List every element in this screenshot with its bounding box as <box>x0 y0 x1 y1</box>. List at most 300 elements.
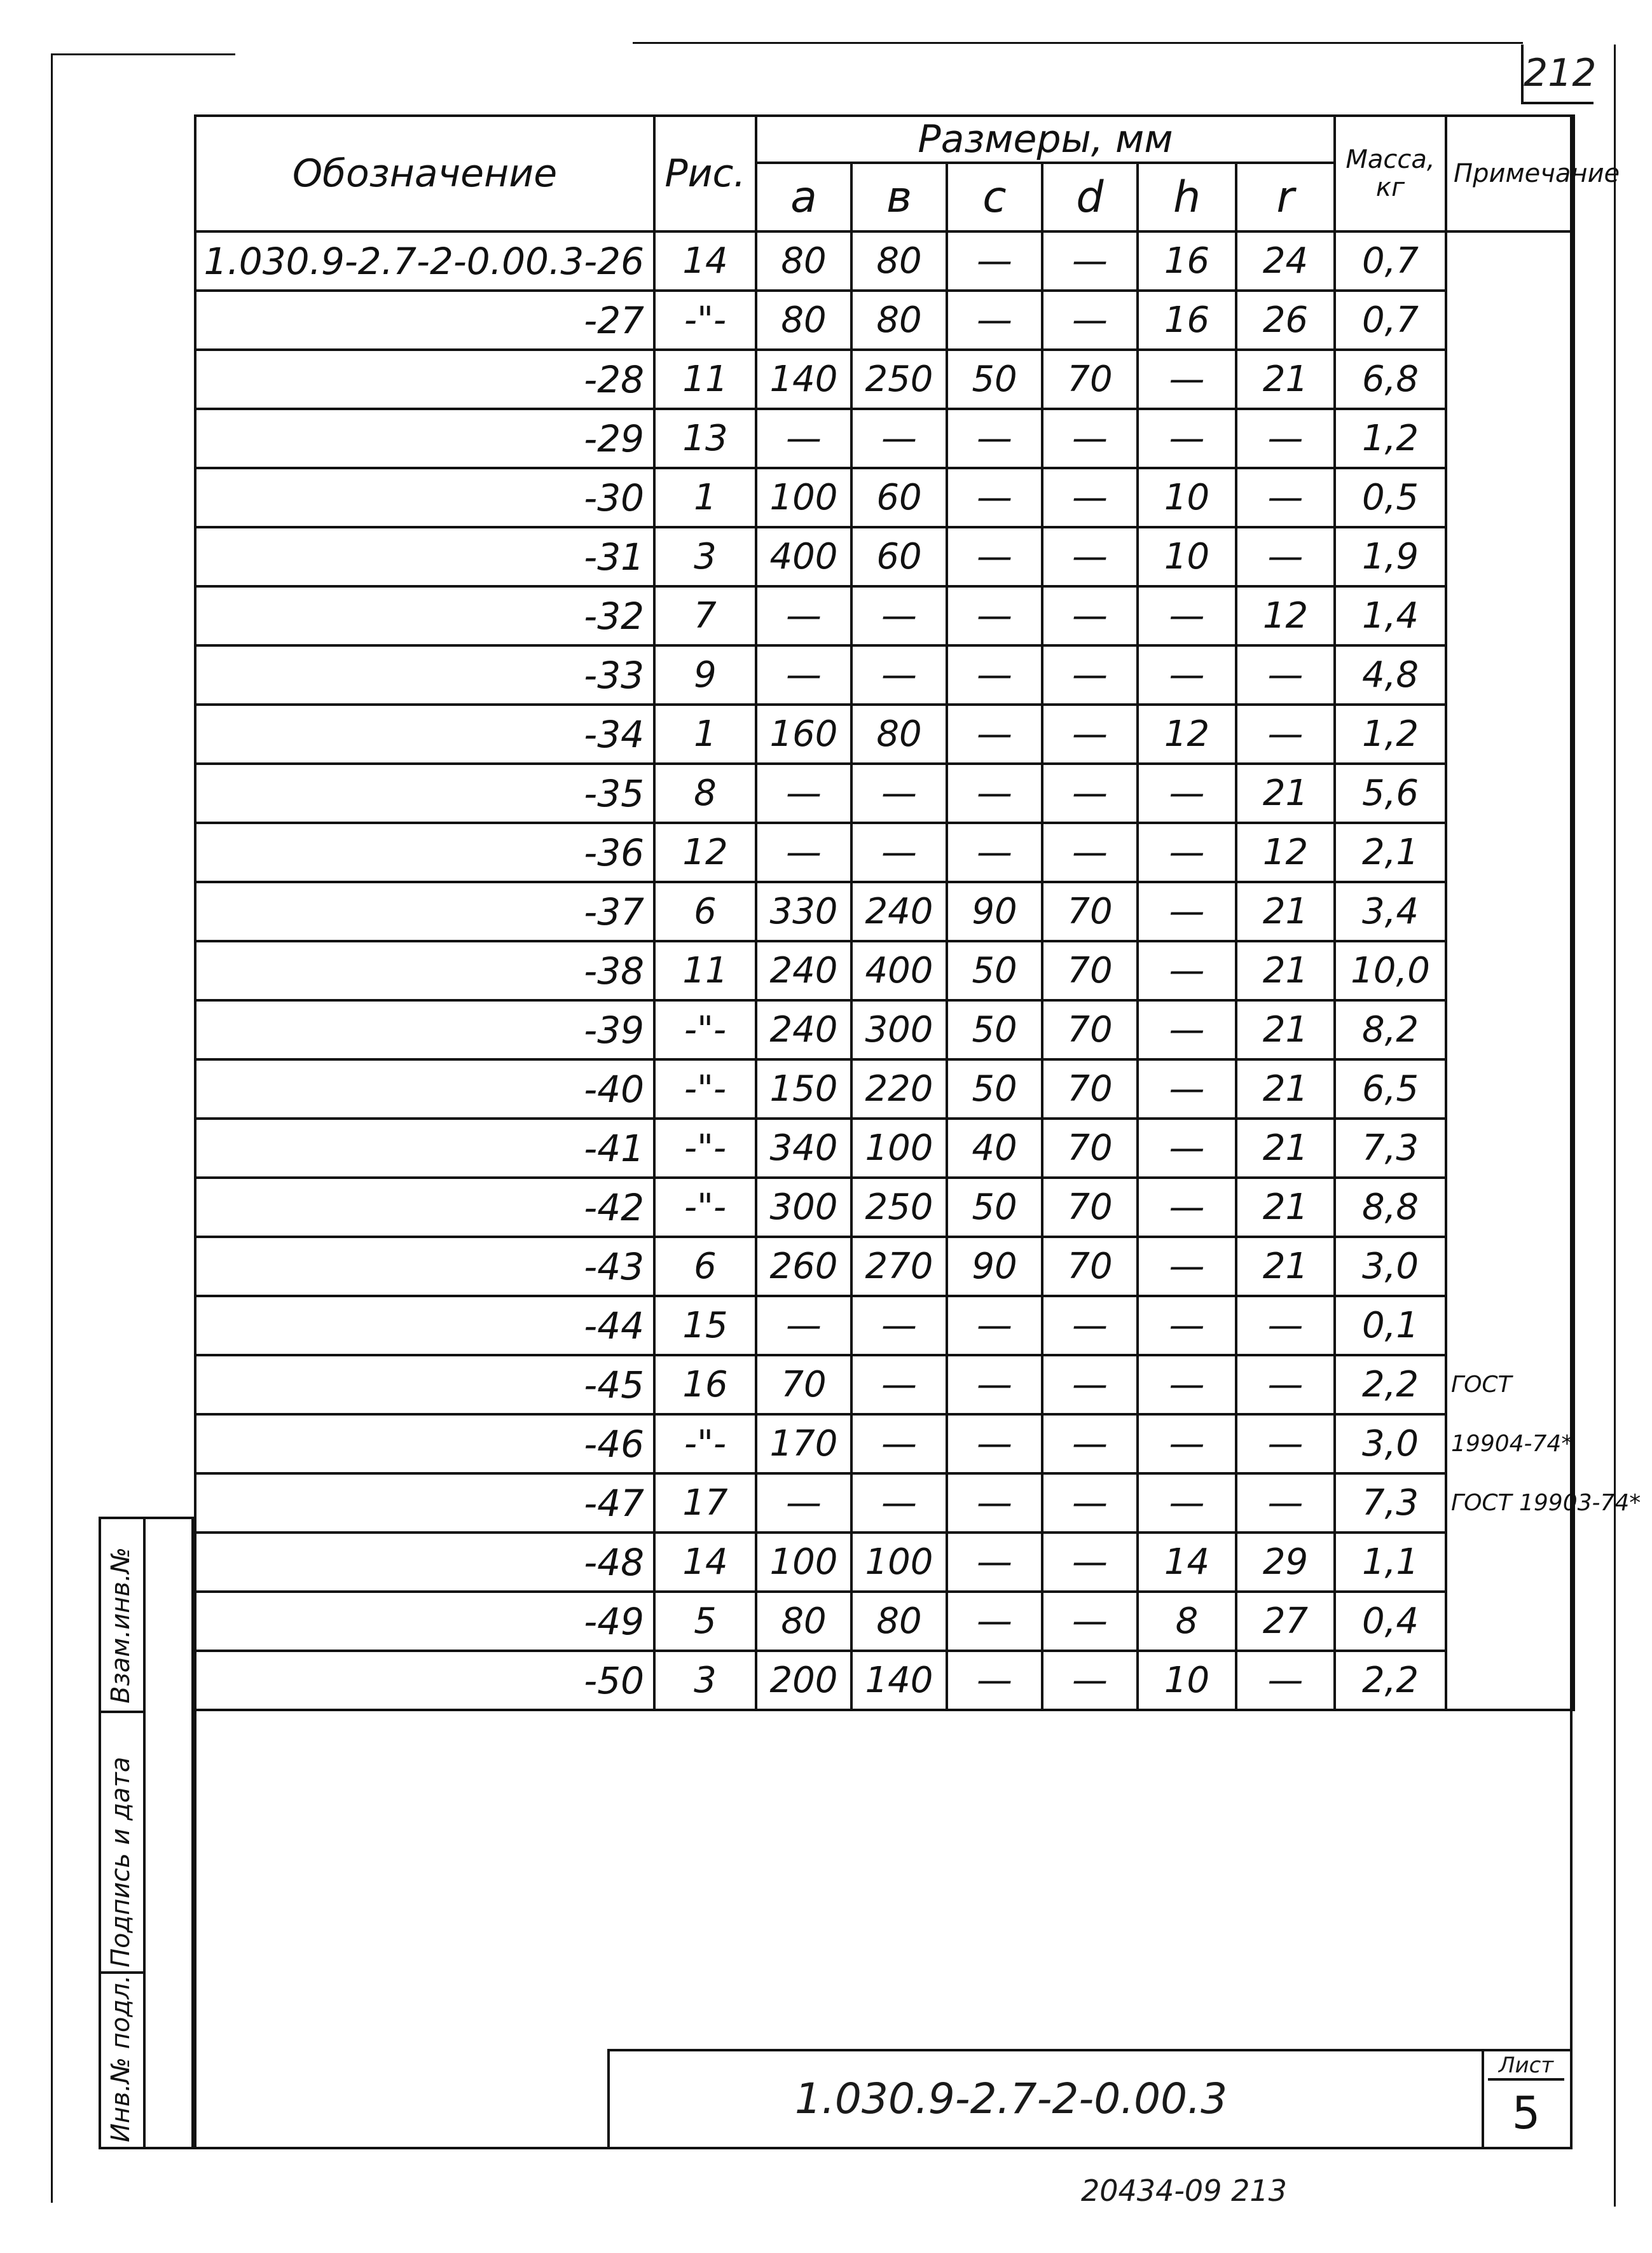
cell-d: — <box>1042 764 1138 823</box>
side-label-signature-date: Подпись и дата <box>106 1756 135 1967</box>
cell-m: 3,0 <box>1335 1414 1446 1473</box>
cell-m: 2,1 <box>1335 823 1446 882</box>
table-row <box>195 882 1574 941</box>
cell-note <box>1446 1237 1574 1296</box>
cell-c: 50 <box>947 350 1042 409</box>
cell-r: 12 <box>1236 586 1335 645</box>
cell-des: -34 <box>195 705 654 764</box>
cell-fig: 15 <box>654 1296 756 1355</box>
table-row <box>195 409 1574 468</box>
cell-fig: 6 <box>654 1237 756 1296</box>
cell-fig: 7 <box>654 586 756 645</box>
cell-h: 14 <box>1138 1533 1236 1592</box>
cell-h: — <box>1138 1237 1236 1296</box>
cell-note: 19904-74* <box>1446 1414 1574 1473</box>
cell-fig: 12 <box>654 823 756 882</box>
cell-c: — <box>947 468 1042 527</box>
cell-h: — <box>1138 409 1236 468</box>
header-note: Примечание <box>1446 116 1574 231</box>
cell-des: -48 <box>195 1533 654 1592</box>
cell-note <box>1446 350 1574 409</box>
cell-a: 80 <box>756 291 851 350</box>
cell-note <box>1446 645 1574 705</box>
cell-m: 7,3 <box>1335 1119 1446 1178</box>
table-row <box>195 350 1574 409</box>
cell-d: 70 <box>1042 941 1138 1000</box>
cell-d: 70 <box>1042 1119 1138 1178</box>
cell-des: -47 <box>195 1473 654 1533</box>
cell-note <box>1446 1592 1574 1651</box>
cell-c: — <box>947 1592 1042 1651</box>
cell-d: 70 <box>1042 1178 1138 1237</box>
cell-des: -30 <box>195 468 654 527</box>
cell-note <box>1446 941 1574 1000</box>
cell-d: — <box>1042 1296 1138 1355</box>
left-margin-line <box>51 53 53 2203</box>
cell-m: 8,8 <box>1335 1178 1446 1237</box>
cell-c: — <box>947 705 1042 764</box>
cell-c: — <box>947 409 1042 468</box>
cell-c: 50 <box>947 1000 1042 1059</box>
sheet-label: Лист <box>1488 2053 1564 2081</box>
table-row <box>195 941 1574 1000</box>
cell-b: 300 <box>851 1000 947 1059</box>
side-cell-inv-orig <box>101 1974 143 2147</box>
cell-m: 8,2 <box>1335 1000 1446 1059</box>
cell-des: -41 <box>195 1119 654 1178</box>
cell-c: — <box>947 1533 1042 1592</box>
cell-h: 10 <box>1138 468 1236 527</box>
top-border-line-right <box>633 42 1523 44</box>
cell-r: 21 <box>1236 882 1335 941</box>
cell-b: — <box>851 1355 947 1414</box>
cell-m: 4,8 <box>1335 645 1446 705</box>
cell-fig: 13 <box>654 409 756 468</box>
header-dim-c: c <box>947 163 1042 231</box>
cell-a: 240 <box>756 941 851 1000</box>
side-cell-replace-inv <box>101 1519 143 1713</box>
cell-d: 70 <box>1042 882 1138 941</box>
cell-r: 21 <box>1236 1178 1335 1237</box>
cell-des: -43 <box>195 1237 654 1296</box>
cell-h: — <box>1138 1119 1236 1178</box>
cell-c: 50 <box>947 1178 1042 1237</box>
cell-fig: 16 <box>654 1355 756 1414</box>
cell-fig: 14 <box>654 1533 756 1592</box>
cell-r: 21 <box>1236 1059 1335 1119</box>
cell-d: — <box>1042 527 1138 586</box>
cell-fig: 17 <box>654 1473 756 1533</box>
cell-note <box>1446 1651 1574 1710</box>
cell-b: 100 <box>851 1119 947 1178</box>
cell-fig: -"- <box>654 1000 756 1059</box>
cell-fig: 5 <box>654 1592 756 1651</box>
cell-note <box>1446 586 1574 645</box>
cell-d: — <box>1042 645 1138 705</box>
cell-m: 3,4 <box>1335 882 1446 941</box>
cell-m: 1,1 <box>1335 1533 1446 1592</box>
header-dimensions: Размеры, мм <box>756 116 1335 163</box>
cell-fig: -"- <box>654 291 756 350</box>
cell-fig: -"- <box>654 1414 756 1473</box>
cell-m: 2,2 <box>1335 1651 1446 1710</box>
cell-des: 1.030.9-2.7-2-0.00.3-26 <box>195 231 654 291</box>
cell-h: — <box>1138 1000 1236 1059</box>
cell-a: 340 <box>756 1119 851 1178</box>
cell-r: — <box>1236 1651 1335 1710</box>
cell-h: — <box>1138 645 1236 705</box>
cell-d: 70 <box>1042 1237 1138 1296</box>
cell-a: — <box>756 1296 851 1355</box>
cell-a: — <box>756 586 851 645</box>
cell-a: — <box>756 823 851 882</box>
cell-m: 6,5 <box>1335 1059 1446 1119</box>
cell-m: 1,2 <box>1335 409 1446 468</box>
cell-note <box>1446 409 1574 468</box>
cell-des: -39 <box>195 1000 654 1059</box>
cell-h: — <box>1138 941 1236 1000</box>
cell-des: -31 <box>195 527 654 586</box>
page-number: 212 <box>1521 45 1593 104</box>
cell-r: 21 <box>1236 1000 1335 1059</box>
cell-m: 0,7 <box>1335 291 1446 350</box>
cell-fig: -"- <box>654 1119 756 1178</box>
cell-note <box>1446 231 1574 291</box>
specification-table <box>194 114 1641 1711</box>
cell-c: — <box>947 823 1042 882</box>
cell-b: 80 <box>851 231 947 291</box>
table-row <box>195 1533 1574 1592</box>
cell-b: 60 <box>851 527 947 586</box>
footer-code: 20434-09 213 <box>1081 2174 1287 2208</box>
cell-des: -42 <box>195 1178 654 1237</box>
cell-r: — <box>1236 1296 1335 1355</box>
cell-b: 400 <box>851 941 947 1000</box>
cell-a: 160 <box>756 705 851 764</box>
cell-m: 7,3 <box>1335 1473 1446 1533</box>
cell-h: 10 <box>1138 527 1236 586</box>
cell-d: — <box>1042 468 1138 527</box>
header-dim-b: в <box>851 163 947 231</box>
cell-b: — <box>851 586 947 645</box>
table-row <box>195 1237 1574 1296</box>
table-row <box>195 1059 1574 1119</box>
header-designation: Обозначение <box>195 116 654 231</box>
cell-des: -46 <box>195 1414 654 1473</box>
cell-h: — <box>1138 823 1236 882</box>
cell-b: 250 <box>851 350 947 409</box>
header-dim-r: r <box>1236 163 1335 231</box>
cell-b: — <box>851 1296 947 1355</box>
cell-des: -32 <box>195 586 654 645</box>
cell-d: — <box>1042 1473 1138 1533</box>
cell-h: — <box>1138 1296 1236 1355</box>
cell-h: — <box>1138 1473 1236 1533</box>
side-approval-strip <box>99 1517 194 2149</box>
cell-note <box>1446 291 1574 350</box>
cell-h: — <box>1138 1059 1236 1119</box>
cell-b: — <box>851 409 947 468</box>
cell-r: 21 <box>1236 764 1335 823</box>
cell-note <box>1446 527 1574 586</box>
cell-r: 27 <box>1236 1592 1335 1651</box>
cell-a: 140 <box>756 350 851 409</box>
cell-c: 50 <box>947 941 1042 1000</box>
right-margin-line <box>1614 45 1616 2207</box>
cell-a: 80 <box>756 231 851 291</box>
cell-a: 100 <box>756 1533 851 1592</box>
cell-d: 70 <box>1042 1000 1138 1059</box>
cell-r: 21 <box>1236 350 1335 409</box>
cell-a: 330 <box>756 882 851 941</box>
cell-c: — <box>947 1355 1042 1414</box>
cell-d: — <box>1042 1592 1138 1651</box>
cell-h: — <box>1138 1355 1236 1414</box>
cell-d: — <box>1042 409 1138 468</box>
table-row <box>195 291 1574 350</box>
cell-a: 70 <box>756 1355 851 1414</box>
header-mass: Масса, кг <box>1335 116 1446 231</box>
cell-des: -27 <box>195 291 654 350</box>
cell-r: — <box>1236 468 1335 527</box>
cell-b: — <box>851 764 947 823</box>
cell-a: — <box>756 1473 851 1533</box>
cell-c: 50 <box>947 1059 1042 1119</box>
cell-b: 250 <box>851 1178 947 1237</box>
cell-b: — <box>851 645 947 705</box>
cell-b: 80 <box>851 291 947 350</box>
cell-d: 70 <box>1042 350 1138 409</box>
cell-c: — <box>947 586 1042 645</box>
cell-fig: 9 <box>654 645 756 705</box>
table-row <box>195 1473 1574 1533</box>
cell-r: 21 <box>1236 941 1335 1000</box>
cell-h: — <box>1138 350 1236 409</box>
cell-note <box>1446 764 1574 823</box>
table-row <box>195 764 1574 823</box>
cell-r: — <box>1236 1473 1335 1533</box>
cell-m: 1,4 <box>1335 586 1446 645</box>
cell-c: — <box>947 1414 1042 1473</box>
table-row <box>195 1414 1574 1473</box>
cell-h: 8 <box>1138 1592 1236 1651</box>
cell-d: — <box>1042 291 1138 350</box>
cell-fig: 11 <box>654 941 756 1000</box>
cell-h: — <box>1138 1178 1236 1237</box>
cell-b: — <box>851 1473 947 1533</box>
cell-note <box>1446 1533 1574 1592</box>
sheet-number: 5 <box>1511 2087 1541 2139</box>
cell-a: 80 <box>756 1592 851 1651</box>
cell-b: — <box>851 823 947 882</box>
cell-r: — <box>1236 409 1335 468</box>
cell-h: 12 <box>1138 705 1236 764</box>
cell-c: 90 <box>947 1237 1042 1296</box>
cell-fig: 1 <box>654 705 756 764</box>
cell-m: 10,0 <box>1335 941 1446 1000</box>
cell-note <box>1446 705 1574 764</box>
cell-b: 270 <box>851 1237 947 1296</box>
cell-b: 220 <box>851 1059 947 1119</box>
cell-h: — <box>1138 586 1236 645</box>
table-row <box>195 527 1574 586</box>
cell-d: — <box>1042 823 1138 882</box>
cell-fig: 11 <box>654 350 756 409</box>
cell-c: — <box>947 764 1042 823</box>
table-row <box>195 1592 1574 1651</box>
cell-d: — <box>1042 705 1138 764</box>
side-label-replace-inv: Взам.инв.№ <box>106 1547 135 1704</box>
side-cell-signature-date <box>101 1713 143 1974</box>
table-row <box>195 823 1574 882</box>
cell-des: -45 <box>195 1355 654 1414</box>
cell-fig: 3 <box>654 527 756 586</box>
header-figure: Рис. <box>654 116 756 231</box>
cell-c: 40 <box>947 1119 1042 1178</box>
cell-des: -44 <box>195 1296 654 1355</box>
document-code: 1.030.9-2.7-2-0.00.3 <box>794 2074 1228 2123</box>
cell-r: 24 <box>1236 231 1335 291</box>
cell-c: — <box>947 1473 1042 1533</box>
cell-m: 6,8 <box>1335 350 1446 409</box>
cell-r: — <box>1236 1414 1335 1473</box>
cell-fig: -"- <box>654 1059 756 1119</box>
cell-m: 0,5 <box>1335 468 1446 527</box>
cell-d: — <box>1042 231 1138 291</box>
cell-a: 400 <box>756 527 851 586</box>
cell-des: -33 <box>195 645 654 705</box>
cell-b: 140 <box>851 1651 947 1710</box>
table-row <box>195 1296 1574 1355</box>
cell-r: 12 <box>1236 823 1335 882</box>
cell-fig: 14 <box>654 231 756 291</box>
cell-c: — <box>947 645 1042 705</box>
cell-des: -37 <box>195 882 654 941</box>
cell-a: 100 <box>756 468 851 527</box>
side-label-inv-orig: Инв.№ подл. <box>106 1974 135 2142</box>
cell-d: — <box>1042 1533 1138 1592</box>
cell-des: -35 <box>195 764 654 823</box>
cell-fig: -"- <box>654 1178 756 1237</box>
cell-d: — <box>1042 1355 1138 1414</box>
cell-b: 80 <box>851 705 947 764</box>
cell-a: 170 <box>756 1414 851 1473</box>
side-strip-divider <box>143 1519 146 2147</box>
cell-r: — <box>1236 1355 1335 1414</box>
header-dim-h: h <box>1138 163 1236 231</box>
table-row <box>195 1119 1574 1178</box>
cell-m: 0,1 <box>1335 1296 1446 1355</box>
cell-fig: 3 <box>654 1651 756 1710</box>
cell-h: — <box>1138 1414 1236 1473</box>
cell-c: — <box>947 231 1042 291</box>
cell-c: — <box>947 527 1042 586</box>
cell-note <box>1446 823 1574 882</box>
cell-note <box>1446 1059 1574 1119</box>
cell-note <box>1446 882 1574 941</box>
cell-a: — <box>756 764 851 823</box>
cell-b: 60 <box>851 468 947 527</box>
header-dim-d: d <box>1042 163 1138 231</box>
cell-a: — <box>756 409 851 468</box>
cell-fig: 6 <box>654 882 756 941</box>
cell-r: — <box>1236 705 1335 764</box>
cell-c: — <box>947 1651 1042 1710</box>
cell-m: 0,7 <box>1335 231 1446 291</box>
table-row <box>195 586 1574 645</box>
cell-d: 70 <box>1042 1059 1138 1119</box>
cell-d: — <box>1042 1651 1138 1710</box>
cell-a: 260 <box>756 1237 851 1296</box>
cell-c: — <box>947 1296 1042 1355</box>
cell-d: — <box>1042 1414 1138 1473</box>
table-row <box>195 705 1574 764</box>
cell-des: -28 <box>195 350 654 409</box>
cell-note <box>1446 468 1574 527</box>
cell-a: — <box>756 645 851 705</box>
cell-d: — <box>1042 586 1138 645</box>
cell-fig: 8 <box>654 764 756 823</box>
cell-des: -36 <box>195 823 654 882</box>
table-row <box>195 1651 1574 1710</box>
cell-h: 16 <box>1138 231 1236 291</box>
cell-h: 10 <box>1138 1651 1236 1710</box>
cell-r: 21 <box>1236 1237 1335 1296</box>
cell-a: 150 <box>756 1059 851 1119</box>
cell-m: 1,9 <box>1335 527 1446 586</box>
cell-c: — <box>947 291 1042 350</box>
cell-h: 16 <box>1138 291 1236 350</box>
table-row <box>195 645 1574 705</box>
cell-a: 200 <box>756 1651 851 1710</box>
cell-r: 29 <box>1236 1533 1335 1592</box>
cell-b: 80 <box>851 1592 947 1651</box>
cell-b: 240 <box>851 882 947 941</box>
cell-m: 2,2 <box>1335 1355 1446 1414</box>
cell-note <box>1446 1000 1574 1059</box>
cell-c: 90 <box>947 882 1042 941</box>
cell-fig: 1 <box>654 468 756 527</box>
cell-r: 21 <box>1236 1119 1335 1178</box>
cell-h: — <box>1138 882 1236 941</box>
cell-note <box>1446 1119 1574 1178</box>
top-border-line-left <box>51 53 235 55</box>
cell-des: -49 <box>195 1592 654 1651</box>
cell-r: 26 <box>1236 291 1335 350</box>
table-row <box>195 468 1574 527</box>
cell-m: 5,6 <box>1335 764 1446 823</box>
cell-m: 1,2 <box>1335 705 1446 764</box>
cell-des: -50 <box>195 1651 654 1710</box>
cell-des: -29 <box>195 409 654 468</box>
cell-m: 0,4 <box>1335 1592 1446 1651</box>
cell-a: 300 <box>756 1178 851 1237</box>
header-dim-a: a <box>756 163 851 231</box>
cell-note: ГОСТ <box>1446 1355 1574 1414</box>
table-row <box>195 231 1574 291</box>
table-row <box>195 1355 1574 1414</box>
cell-note <box>1446 1296 1574 1355</box>
cell-m: 3,0 <box>1335 1237 1446 1296</box>
cell-b: — <box>851 1414 947 1473</box>
table-row <box>195 1178 1574 1237</box>
cell-des: -40 <box>195 1059 654 1119</box>
cell-a: 240 <box>756 1000 851 1059</box>
cell-des: -38 <box>195 941 654 1000</box>
cell-h: — <box>1138 764 1236 823</box>
cell-note: ГОСТ 19903-74* <box>1446 1473 1574 1533</box>
table-row <box>195 1000 1574 1059</box>
